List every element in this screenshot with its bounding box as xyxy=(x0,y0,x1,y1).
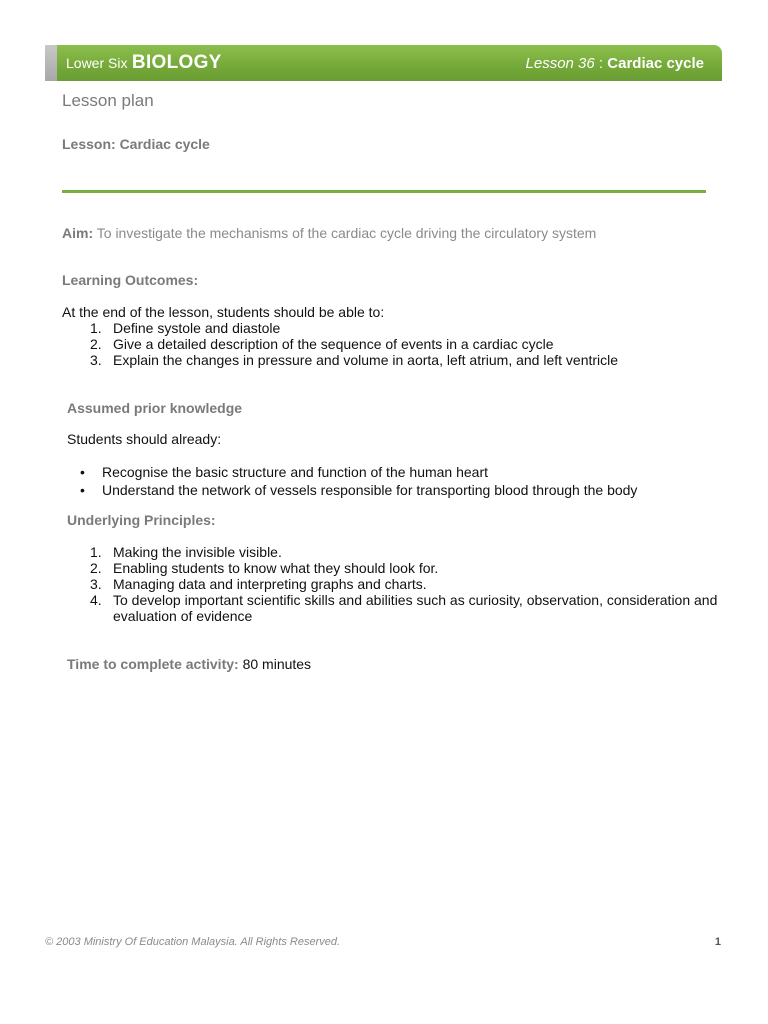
learning-outcomes-list xyxy=(90,320,730,368)
page-title: Lesson plan xyxy=(62,91,154,110)
list-item-text: Recognise the basic structure and function of the human heart xyxy=(102,464,489,480)
prior-knowledge-intro: Students should already: xyxy=(67,431,222,447)
header-subject xyxy=(66,52,222,74)
bullet-icon: • xyxy=(80,482,85,498)
bullet-icon: • xyxy=(80,464,85,480)
principles-list xyxy=(90,544,726,624)
time-to-complete xyxy=(67,656,311,672)
list-item xyxy=(90,592,726,624)
header-lesson-number: Lesson 36 xyxy=(525,55,595,72)
list-item-text: To develop important scientific skills and abilities such as curiosity, observation, consideration and evaluation of evidence xyxy=(113,592,718,624)
learning-outcomes-heading: Learning Outcomes: xyxy=(62,272,199,288)
list-item-number: 4. xyxy=(90,592,102,608)
list-item xyxy=(90,320,730,336)
header-lesson-topic: Cardiac cycle xyxy=(607,55,704,72)
list-item xyxy=(90,544,726,560)
aim-statement xyxy=(62,225,596,241)
list-item-text: Give a detailed description of the sequence of events in a cardiac cycle xyxy=(113,336,554,352)
list-item-number: 1. xyxy=(90,544,102,560)
list-item xyxy=(90,576,726,592)
list-item xyxy=(77,481,737,499)
footer-copyright: © 2003 Ministry Of Education Malaysia. All Rights Reserved. xyxy=(45,936,341,948)
aim-text: To investigate the mechanisms of the cardiac cycle driving the circulatory system xyxy=(96,225,597,241)
header-subject-title: BIOLOGY xyxy=(131,52,222,73)
aim-label: Aim: xyxy=(62,225,94,241)
learning-outcomes-intro: At the end of the lesson, students should be able to: xyxy=(62,304,385,320)
lesson-heading: Lesson: Cardiac cycle xyxy=(62,136,210,152)
list-item-text: Managing data and interpreting graphs and charts. xyxy=(113,576,427,592)
header-lesson xyxy=(526,55,704,72)
list-item-text: Define systole and diastole xyxy=(113,320,281,336)
header-prefix: Lower Six xyxy=(66,55,128,71)
prior-knowledge-heading: Assumed prior knowledge xyxy=(67,400,243,416)
list-item xyxy=(90,336,730,352)
list-item-text: Making the invisible visible. xyxy=(113,544,282,560)
list-item-number: 2. xyxy=(90,336,102,352)
list-item xyxy=(77,463,737,481)
list-item-number: 3. xyxy=(90,576,102,592)
prior-knowledge-list xyxy=(77,463,737,499)
page-number: 1 xyxy=(714,936,721,948)
list-item-number: 3. xyxy=(90,352,102,368)
header-separator: : xyxy=(594,55,608,72)
header-tab-decoration xyxy=(45,45,57,81)
time-value: 80 minutes xyxy=(242,656,312,672)
list-item xyxy=(90,560,726,576)
list-item-text: Enabling students to know what they should look for. xyxy=(113,560,439,576)
list-item-number: 2. xyxy=(90,560,102,576)
principles-heading: Underlying Principles: xyxy=(67,512,216,528)
list-item-number: 1. xyxy=(90,320,102,336)
divider-rule xyxy=(62,190,706,193)
list-item-text: Understand the network of vessels responsible for transporting blood through the body xyxy=(102,482,638,498)
time-label: Time to complete activity: xyxy=(67,656,239,672)
list-item xyxy=(90,352,730,368)
list-item-text: Explain the changes in pressure and volume in aorta, left atrium, and left ventricle xyxy=(113,352,619,368)
